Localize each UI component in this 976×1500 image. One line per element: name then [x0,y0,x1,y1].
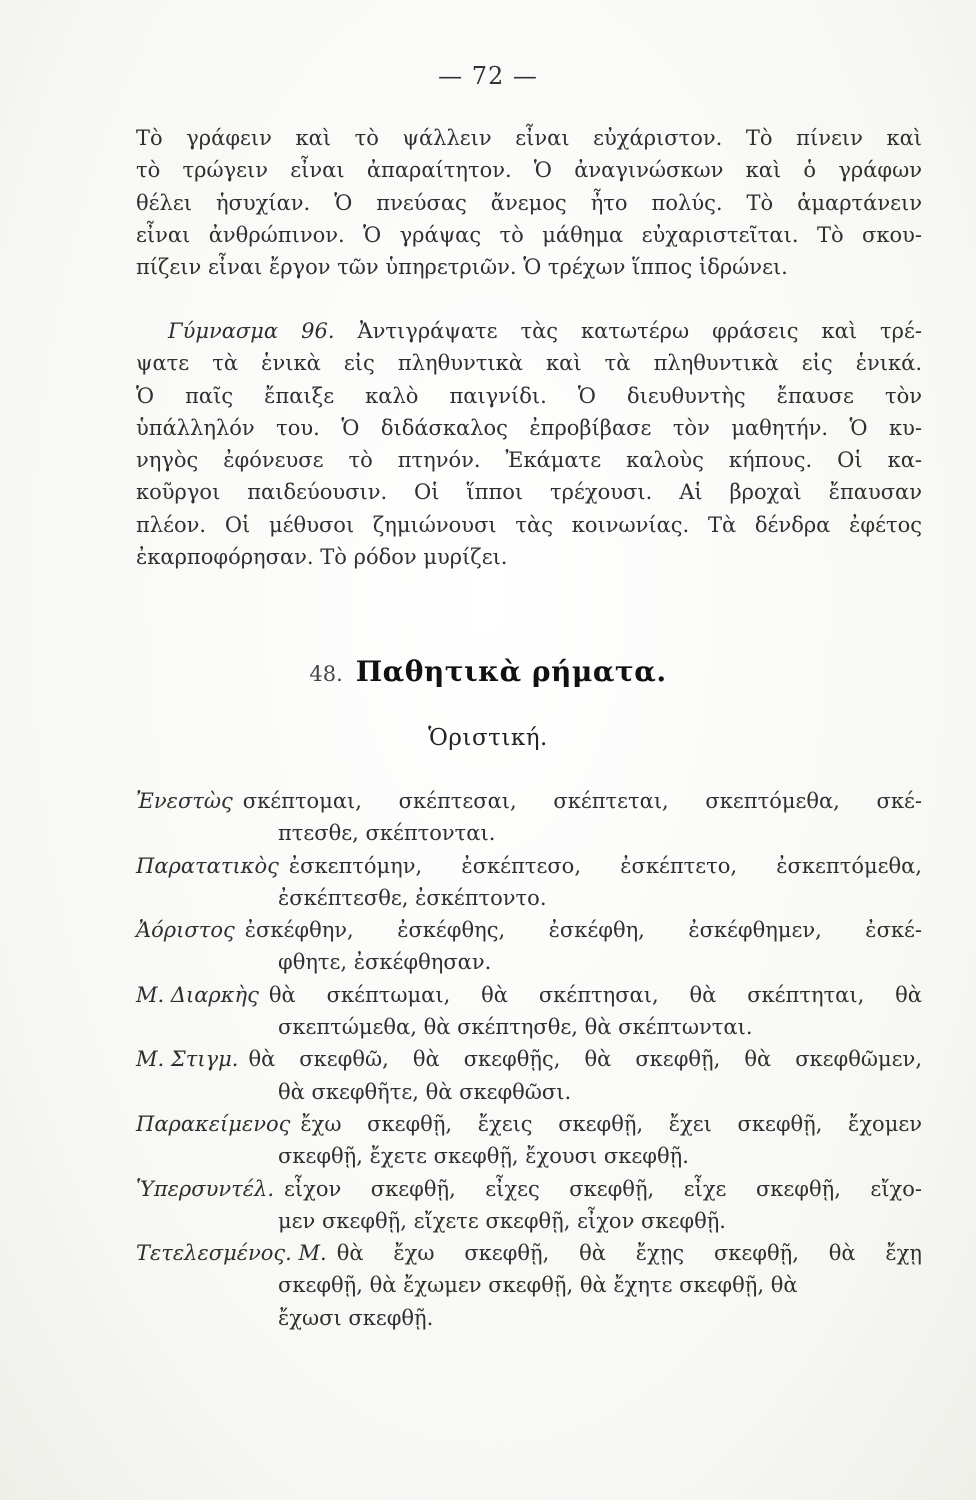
text-line: εἶναι ἀνθρώπινον. Ὁ γράψας τὸ μάθημα εὐχαριστεῖται. Τὸ σκου- [136,222,922,247]
tense-label: Παρακείμενος [136,1111,291,1136]
tense-forms: θὰ σκεφθῶ, θὰ σκεφθῇς, θὰ σκεφθῇ, θὰ σκεφθῶμεν, [248,1047,922,1072]
text-line: νηγὸς ἐφόνευσε τὸ πτηνόν. Ἐκάματε καλοὺς κήπους. Οἱ κα- [136,448,922,473]
tense-forms: ἔχω σκεφθῇ, ἔχεις σκεφθῇ, ἔχει σκεφθῇ, ἔχομεν [300,1111,922,1136]
text-line: θέλει ἡσυχίαν. Ὁ πνεύσας ἄνεμος ἦτο πολύς. Τὸ ἁμαρτάνειν [136,190,922,215]
tense-forms: θὰ ἔχω σκεφθῇ, θὰ ἔχῃς σκεφθῇ, θὰ ἔχῃ [336,1241,922,1266]
tense-entry [136,1043,922,1108]
tense-forms: εἶχον σκεφθῇ, εἶχες σκεφθῇ, εἶχε σκεφθῇ, εἴχο- [284,1176,922,1201]
text-line: κοῦργοι παιδεύουσιν. Οἱ ἵπποι τρέχουσι. Αἱ βροχαὶ ἔπαυσαν [136,480,922,505]
tense-entry [136,1237,922,1334]
tense-forms: σκέπτομαι, σκέπτεσαι, σκέπτεται, σκεπτόμεθα, σκέ- [242,789,922,813]
tense-forms-continued: σκεφθῇ, ἔχετε σκεφθῇ, ἔχουσι σκεφθῇ. [278,1144,689,1169]
tense-label: Τετελεσμένος. Μ. [136,1241,327,1266]
tense-label: Μ. Διαρκὴς [136,982,259,1007]
text-line: Ὁ παῖς ἔπαιξε καλὸ παιγνίδι. Ὁ διευθυντὴς ἔπαυσε τὸν [136,383,922,408]
text-line: ψατε τὰ ἑνικὰ εἰς πληθυντικὰ καὶ τὰ πληθυντικὰ εἰς ἑνικά. [136,351,922,376]
text-line: τὸ τρώγειν εἶναι ἀπαραίτητον. Ὁ ἀναγινώσκων καὶ ὁ γράφων [136,158,922,183]
tense-entry [136,1108,922,1173]
tense-forms-continued: σκεπτώμεθα, θὰ σκέπτησθε, θὰ σκέπτωνται. [278,1015,753,1040]
tense-forms-continued: πτεσθε, σκέπτονται. [278,821,496,846]
paragraph-examples [136,122,922,283]
tense-forms: θὰ σκέπτωμαι, θὰ σκέπτησαι, θὰ σκέπτηται, θὰ [268,982,922,1007]
text-line: πίζειν εἶναι ἔργον τῶν ὑπηρετριῶν. Ὁ τρέχων ἵππος ἱδρώνει. [136,255,788,280]
tense-forms-continued: ἔχωσι σκεφθῇ. [278,1305,434,1330]
page-number: — 72 — [438,62,538,90]
tense-entry [136,785,922,850]
exercise-instruction: Ἀντιγράψατε τὰς κατωτέρω φράσεις καὶ τρέ- [357,319,922,343]
tense-forms-continued: θὰ σκεφθῆτε, θὰ σκεφθῶσι. [278,1079,572,1104]
tense-label: Ἐνεστὼς [136,789,233,813]
tense-label: Ἀόριστος [136,918,235,943]
tense-forms: ἐσκεπτόμην, ἐσκέπτεσο, ἐσκέπτετο, ἐσκεπτόμεθα, [288,853,922,878]
paragraph-exercise [136,315,922,573]
section-title: Παθητικὰ ρήματα. [355,655,667,688]
tense-label: Ὑπερσυντέλ. [136,1176,275,1201]
tense-label: Παρατατικὸς [136,853,279,878]
tense-entry [136,914,922,979]
text-line: ἐκαρποφόρησαν. Τὸ ρόδον μυρίζει. [136,545,508,570]
text-line: ὑπάλληλόν του. Ὁ διδάσκαλος ἐπροβίβασε τὸν μαθητήν. Ὁ κυ- [136,415,922,440]
tense-forms-continued: φθητε, ἐσκέφθησαν. [278,950,492,975]
tense-forms-continued: σκεφθῇ, θὰ ἔχωμεν σκεφθῇ, θὰ ἔχητε σκεφθῇ, θὰ [278,1273,798,1298]
conjugation-table [136,785,922,1334]
tense-entry [136,850,922,915]
tense-entry [136,979,922,1044]
exercise-label: Γύμνασμα 96. [168,319,335,343]
tense-entry [136,1173,922,1238]
text-line: πλέον. Οἱ μέθυσοι ζημιώνουσι τὰς κοινωνίας. Τὰ δένδρα ἐφέτος [136,512,922,537]
text-line: Τὸ γράφειν καὶ τὸ ψάλλειν εἶναι εὐχάριστον. Τὸ πίνειν καὶ [136,126,922,150]
tense-forms: ἐσκέφθην, ἐσκέφθης, ἐσκέφθη, ἐσκέφθημεν, ἐσκέ- [244,918,922,943]
tense-label: Μ. Στιγμ. [136,1047,239,1072]
tense-forms-continued: ἐσκέπτεσθε, ἐσκέπτοντο. [278,885,547,910]
tense-forms-continued: μεν σκεφθῇ, εἴχετε σκεφθῇ, εἶχον σκεφθῇ. [278,1208,726,1233]
section-heading [0,655,976,688]
section-subtitle: Ὁριστική. [428,725,548,751]
section-number: 48. [309,662,343,686]
exercise-first-line [136,315,922,347]
